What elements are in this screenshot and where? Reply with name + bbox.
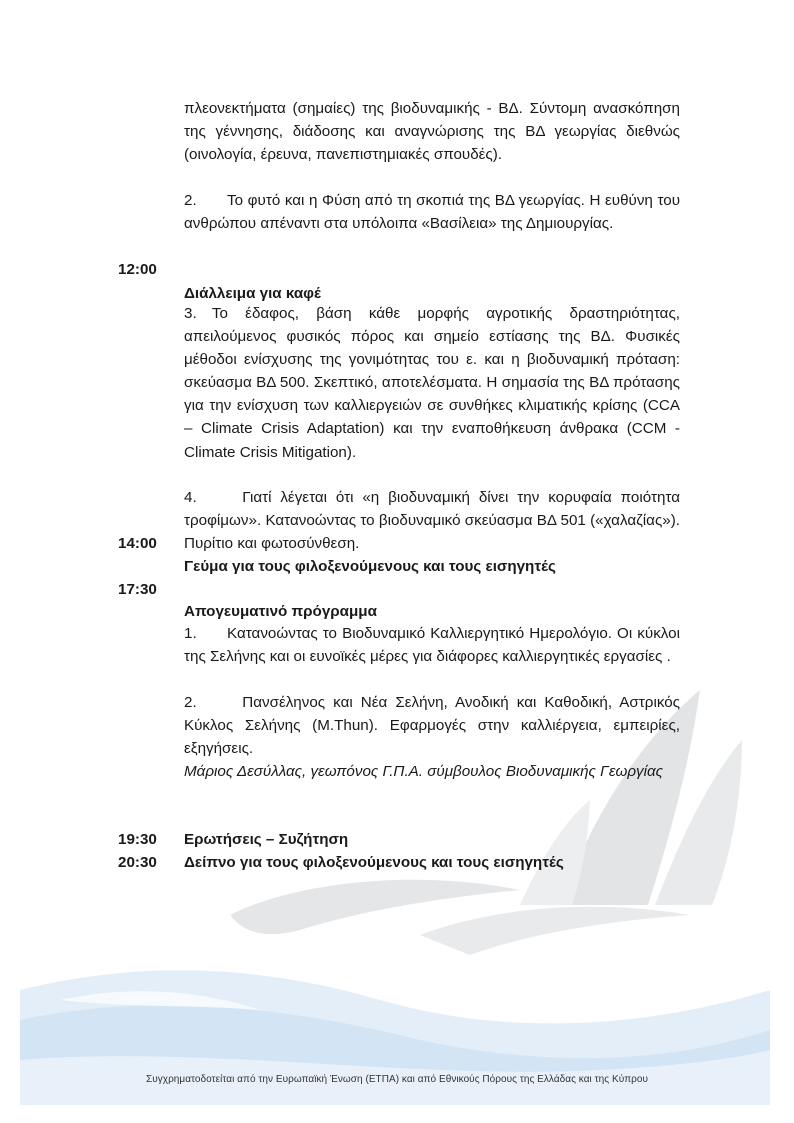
afternoon-item-1: 1. Κατανοώντας το Βιοδυναμικό Καλλιεργητικό Ημερολόγιο. Οι κύκλοι της Σελήνης και οι ευνοϊκές μέρες για διάφορες καλλιεργητικές εργασίες . — [184, 625, 680, 666]
funding-footer: Συγχρηματοδοτείται από την Ευρωπαϊκή Ένωση (ΕΤΠΑ) και από Εθνικούς Πόρους της Ελλάδας και της Κύπρου — [145, 1074, 649, 1085]
time-1930: 19:30 — [118, 831, 157, 848]
coffee-break-heading: Διάλλειμα για καφέ — [184, 285, 321, 302]
paragraph-intro-continued: πλεονεκτήματα (σημαίες) της βιοδυναμικής - ΒΔ. Σύντομη ανασκόπηση της γέννησης, διάδοσης και αναγνώρισης της ΒΔ γεωργίας διεθνώς (οινολογία, έρευνα, πανεπιστημιακές σπουδές). — [184, 100, 680, 164]
speaker-credit: Μάριος Δεσύλλας, γεωπόνος Γ.Π.Α. σύμβουλος Βιοδυναμικής Γεωργίας — [184, 763, 664, 780]
afternoon-item-2: 2. Πανσέληνος και Νέα Σελήνη, Ανοδική και Καθοδική, Αστρικός Κύκλος Σελήνης (M.Thun). Εφαρμογές στην καλλιέργεια, εμπειρίες, εξηγήσεις. — [184, 694, 680, 758]
lunch-heading: Γεύμα για τους φιλοξενούμενους και τους εισηγητές — [184, 558, 556, 575]
time-1400: 14:00 — [118, 535, 157, 552]
questions-heading: Ερωτήσεις – Συζήτηση — [184, 831, 349, 848]
dinner-heading: Δείπνο για τους φιλοξενούμενους και τους εισηγητές — [184, 854, 564, 871]
paragraph-item-4: 4. Γιατί λέγεται ότι «η βιοδυναμική δίνει την κορυφαία ποιότητα τροφίμων». Κατανοώντας το βιοδυναμικό σκεύασμα ΒΔ 501 («χαλαζίας»). Πυρίτιο και φωτοσύνθεση. — [184, 489, 680, 553]
paragraph-item-2: 2. Το φυτό και η Φύση από τη σκοπιά της ΒΔ γεωργίας. Η ευθύνη του ανθρώπου απέναντι στα υπόλοιπα «Βασίλεια» της Δημιουργίας. — [184, 192, 680, 233]
afternoon-program-heading: Απογευματινό πρόγραμμα — [184, 603, 377, 620]
time-2030: 20:30 — [118, 854, 157, 871]
paragraph-item-3: 3. Το έδαφος, βάση κάθε μορφής αγροτικής δραστηριότητας, απειλούμενος φυσικός πόρος και σημείο εστίασης της ΒΔ. Φυσικές μέθοδοι ενίσχυσης της γονιμότητας του ε. και η βιοδυναμική πρόταση: σκεύασμα ΒΔ 500. Σκεπτικό, αποτελέσματα. Η σημασία της ΒΔ πρότασης για την ενίσχυση των καλλιεργειών σε συνθήκες κλιματικής κρίσης (CCA – Climate Crisis Adaptation) και την εναποθήκευση άνθρακα (CCM - Climate Crisis Mitigation). — [184, 305, 680, 461]
time-1730: 17:30 — [118, 581, 157, 598]
time-1200: 12:00 — [118, 261, 157, 278]
